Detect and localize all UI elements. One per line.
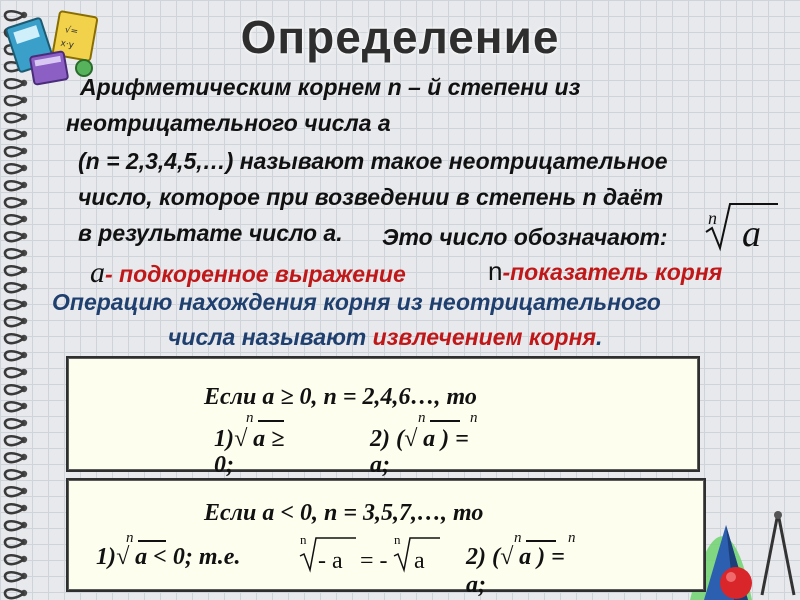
radicand-text: - подкоренное выражение [105, 261, 406, 287]
root-notation [702, 198, 782, 254]
operation-line-1: Операцию нахождения корня из неотрицательного [52, 289, 661, 315]
definition-line-3: (n = 2,3,4,5,…) называют такое неотрицательное [78, 148, 668, 174]
definition-line-4: число, которое при возведении в степень n даёт [78, 184, 664, 210]
terms-row [90, 256, 406, 290]
operation-highlight: извлечением корня [372, 324, 597, 350]
denote-text: Это число обозначают: [382, 224, 668, 250]
box1-item2-vinculum [430, 420, 460, 422]
box1-item2-index: n [418, 410, 426, 426]
box2-item2-tail: a; [466, 572, 486, 598]
box2-item2: 2) (√ a ) = [466, 544, 565, 570]
box1-condition: Если a ≥ 0, n = 2,4,6…, то [204, 384, 477, 410]
geometry-clipart-icon [690, 505, 800, 600]
box2-eq-left-index: n [300, 532, 307, 547]
box1-item1-vinculum [258, 420, 284, 422]
definition-line-2: неотрицательного числа a [66, 110, 391, 136]
box2-root-identity [298, 530, 448, 576]
box2-condition: Если a < 0, n = 3,5,7,…, то [204, 500, 484, 526]
root-radicand: a [742, 213, 761, 254]
box2-item2-index: n [514, 530, 522, 546]
box1-item2: 2) (√ a ) = [370, 426, 469, 452]
box2-item1-vinculum [138, 540, 166, 542]
page-title: Определение [240, 11, 560, 63]
box2-item1-index: n [126, 530, 134, 546]
root-index: n [708, 208, 717, 228]
index-symbol: n [488, 256, 503, 286]
box2-item2-vinculum [526, 540, 556, 542]
svg-text:x·y: x·y [59, 38, 75, 51]
rule-box-even [66, 356, 700, 478]
box1-item1-tail: 0; [214, 452, 234, 478]
definition-line-5: в результате число a. [78, 220, 343, 246]
spiral-binding-icon [0, 0, 50, 600]
index-text: -показатель корня [502, 259, 723, 285]
box2-eq-left-radicand: - a [318, 548, 343, 574]
box1-item2-tail: a; [370, 452, 390, 478]
box1-item2-power: n [470, 410, 478, 426]
box1-item1: 1)√ a ≥ [214, 426, 285, 452]
rule-box-odd [66, 478, 706, 598]
definition-line-1: Арифметическим корнем n – й степени из [80, 74, 581, 100]
box2-eq-right-radicand: a [414, 548, 425, 574]
box1-item1-index: n [246, 410, 254, 426]
index-term [488, 256, 722, 287]
box2-item1: 1)√ a < 0; т.е. [96, 544, 241, 570]
radicand-symbol: a [90, 256, 105, 289]
box2-eq-right-index: n [394, 532, 401, 547]
svg-text:√=: √= [63, 25, 79, 38]
operation-line-2: числа называют извлечением корня. [168, 324, 603, 350]
box2-eq-mid: = - [360, 548, 388, 574]
box2-item2-power: n [568, 530, 576, 546]
